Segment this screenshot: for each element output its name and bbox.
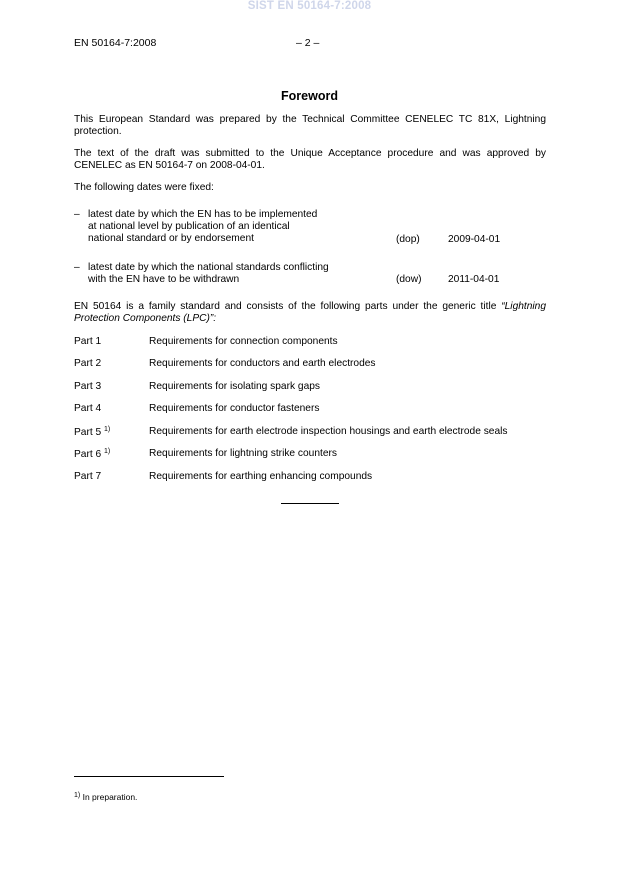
text-line: at national level by publication of an identical [88,221,290,232]
part-description: Requirements for lightning strike counters [149,448,337,459]
date-value: 2011-04-01 [448,274,500,285]
foreword-title: Foreword [281,89,338,103]
part-description: Requirements for earth electrode inspection housings and earth electrode seals [149,426,508,437]
text-line: latest date by which the national standards conflicting [88,262,329,273]
paragraph-dates-intro: The following dates were fixed: [74,182,214,193]
text-line: latest date by which the EN has to be implemented [88,209,318,220]
date-value: 2009-04-01 [448,234,501,245]
part-description: Requirements for isolating spark gaps [149,381,321,392]
part-name: Part 3 [74,381,102,392]
footnote-marker: 1) [74,792,81,799]
part-description: Requirements for connection components [149,336,338,347]
part-name: Part 4 [74,403,102,414]
date-item-text [88,209,317,245]
part-description: Requirements for earthing enhancing compounds [149,471,373,482]
list-dash: – [74,209,80,220]
part-description: Requirements for conductors and earth electrodes [149,358,376,369]
part-name: Part 7 [74,471,102,482]
footnote-text: In preparation. [82,792,138,802]
footnote-separator [74,776,224,777]
page-number: – 2 – [296,37,320,49]
footnote [74,792,137,802]
footnote-ref: 1) [104,448,111,455]
paragraph-committee: This European Standard was prepared by the Technical Committee CENELEC TC 81X, Lightning protection. [74,114,546,137]
document-id: EN 50164-7:2008 [74,37,157,49]
date-code: (dop) [396,234,420,245]
watermark: SIST EN 50164-7:2008 [247,0,372,12]
date-code: (dow) [396,274,422,285]
part-name: Part 2 [74,358,102,369]
date-item-text [88,262,329,286]
paragraph-family [74,301,546,325]
part-description: Requirements for conductor fasteners [149,403,320,414]
family-intro-text: EN 50164 is a family standard and consists of the following parts under the generic title [74,301,502,312]
part-name: Part 6 $^{1)}$ [74,448,111,460]
paragraph-approval: The text of the draft was submitted to the Unique Acceptance procedure and was approved by CENELEC as EN 50164-7 on 2008-04-01. [74,148,546,171]
footnote-ref: 1) [104,426,111,433]
part-name: Part 5 $^{1)}$ [74,426,111,438]
list-dash: – [74,262,80,273]
part-name: Part 1 [74,336,102,347]
family-title: “Lightning Protection Components (LPC)”: [74,301,546,324]
text-line: national standard or by endorsement [88,233,254,244]
text-line: with the EN have to be withdrawn [88,274,240,285]
end-rule [281,503,339,504]
